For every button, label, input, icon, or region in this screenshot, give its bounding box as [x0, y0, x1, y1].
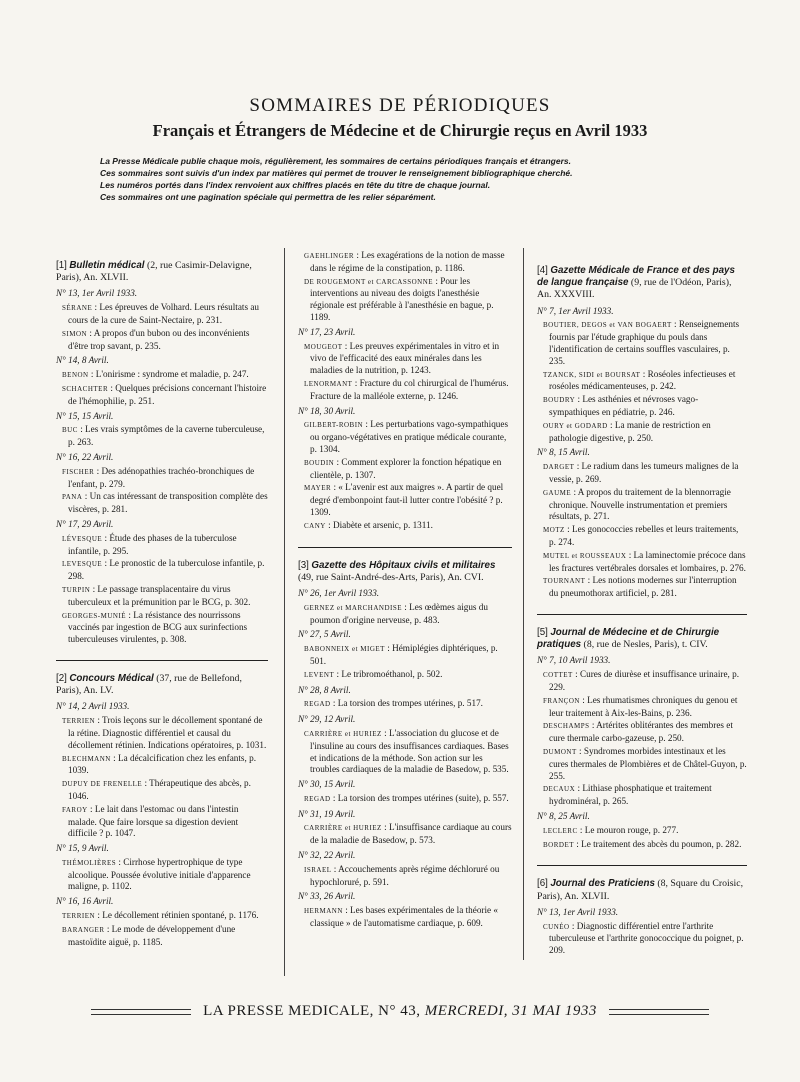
article-title: : Un cas intéressant de transposition complète des viscères, p. 281.: [68, 491, 268, 515]
article-title: : Les preuves expérimentales in vitro et in vivo de l'efficacité des eaux minérales dans les maladies de la nutrition, p. 1243.: [310, 340, 500, 376]
article-author: PANA: [62, 493, 83, 502]
article-entry: [56, 328, 268, 353]
article-title: : Roséoles infectieuses et roséoles médicamenteuses, p. 242.: [549, 368, 736, 392]
article-title: : Le lait dans l'estomac ou dans l'intestin malade. Que faire lorsque sa digestion devient difficile ? p. 1047.: [68, 803, 239, 839]
article-author: BOUTIER, DEGOS et VAN BOGAERT: [543, 321, 672, 330]
issue-label: N° 15, 15 Avril.: [56, 410, 114, 421]
article-title: : Le mode de développement d'une mastoïdite aiguë, p. 1185.: [68, 923, 236, 947]
article-author: TOURNANT: [543, 577, 586, 586]
intro-line: Ces sommaires ont une pagination spéciale qui permettra de les relier séparément.: [100, 192, 436, 202]
article-entry: [537, 550, 747, 575]
issue-label: N° 18, 30 Avril.: [298, 405, 356, 416]
article-entry: [537, 783, 747, 808]
column-2: [298, 250, 512, 936]
journal-number: [5]: [537, 626, 548, 638]
article-title: : Les œdèmes aigus du poumon d'origine nerveuse, p. 483.: [310, 601, 488, 625]
article-title: : Le pronostic de la tuberculose infantile, p. 298.: [68, 558, 265, 582]
article-entry: [56, 424, 268, 449]
article-author: SCHACHTER: [62, 384, 109, 393]
journal-heading: [537, 265, 747, 302]
article-title: : Le tribromoéthanol, p. 502.: [336, 668, 443, 679]
issue-label: N° 15, 9 Avril.: [56, 843, 109, 854]
article-entry: [56, 302, 268, 327]
article-entry: [56, 383, 268, 408]
article-author: DUMONT: [543, 747, 577, 756]
article-entry: [537, 420, 747, 445]
article-author: DESCHAMPS: [543, 722, 590, 731]
article-entry: [298, 378, 512, 403]
article-entry: [537, 695, 747, 720]
article-entry: [537, 461, 747, 486]
article-title: : Les vrais symptômes de la caverne tuberculeuse, p. 263.: [68, 424, 265, 448]
intro-line: La Presse Médicale publie chaque mois, régulièrement, les sommaires de certains périodiques français et étrangers.: [100, 156, 571, 166]
article-entry: [537, 394, 747, 419]
section-separator: [298, 547, 512, 548]
article-entry: [56, 924, 268, 949]
article-author: CUNÉO: [543, 922, 570, 931]
article-entry: [56, 533, 268, 558]
article-author: DE ROUGEMONT et CARCASSONNE: [304, 277, 434, 286]
journal-heading: [537, 627, 747, 651]
journal-details: (2, rue Casimir-Delavigne, Paris), An. XLVII.: [56, 260, 252, 284]
journal-title: Gazette Médicale de France et des pays de langue française: [537, 265, 735, 289]
article-title: : Diagnostic différentiel entre l'arthrite tuberculeuse et l'arthrite gonococcique du poignet, p. 209.: [549, 920, 744, 956]
journal-section: [537, 265, 747, 600]
article-author: THÉMOLIÈRES: [62, 858, 117, 867]
journal-section: [56, 673, 268, 949]
issue-label: N° 14, 2 Avril 1933.: [56, 701, 130, 712]
article-author: BUC: [62, 426, 78, 435]
section-separator: [56, 660, 268, 661]
article-title: : Comment explorer la fonction hépatique en clientèle, p. 1307.: [310, 456, 502, 480]
article-entry: [537, 669, 747, 694]
journal-number: [2]: [56, 672, 67, 684]
article-author: MUTEL et ROUSSEAUX: [543, 551, 627, 560]
issue-label: N° 27, 5 Avril.: [298, 629, 351, 640]
article-entry: [56, 753, 268, 778]
article-title: : La résistance des nourrissons vaccinés par ingestion de BCG aux surinfections tuberculeuses virulentes, p. 308.: [68, 609, 248, 645]
article-entry: [537, 839, 747, 852]
issue-label: N° 7, 1er Avril 1933.: [537, 305, 614, 316]
article-author: GILBERT-ROBIN: [304, 421, 364, 430]
journal-number: [3]: [298, 559, 309, 571]
article-entry: [537, 720, 747, 745]
journal-section: [537, 627, 747, 851]
article-author: GERNEZ et MARCHANDISE: [304, 603, 402, 612]
article-author: MOUGEOT: [304, 342, 343, 351]
article-title: : Les asthénies et névroses vago-sympathiques en pédiatrie, p. 246.: [549, 394, 699, 417]
article-title: : La décalcification chez les enfants, p. 1039.: [68, 752, 256, 776]
journal-section: [56, 260, 268, 646]
journal-details: (9, rue de l'Odéon, Paris), An. XXXVIII.: [537, 277, 732, 301]
intro-block: [100, 155, 720, 203]
article-author: GAEHLINGER: [304, 252, 355, 260]
page-title: SOMMAIRES DE PÉRIODIQUES: [249, 95, 551, 116]
article-author: DUPUY DE FRENELLE: [62, 780, 143, 789]
article-title: : Diabète et arsenic, p. 1311.: [328, 519, 433, 530]
article-entry: [298, 457, 512, 482]
article-title: : Fracture du col chirurgical de l'humérus. Fracture de la malléole externe, p. 1246.: [310, 377, 509, 401]
article-title: : Étude des phases de la tuberculose infantile, p. 295.: [68, 532, 237, 556]
article-entry: [56, 491, 268, 516]
article-entry: [56, 910, 268, 923]
article-entry: [537, 575, 747, 600]
article-author: BARANGER: [62, 925, 105, 934]
column-3: [537, 265, 747, 963]
article-author: BOUDRY: [543, 396, 576, 405]
article-title: : A propos d'un bubon ou des inconvénients d'être trop savant, p. 235.: [68, 327, 250, 351]
article-author: HERMANN: [304, 907, 343, 916]
article-entry: [298, 482, 512, 518]
issue-label: N° 31, 19 Avril.: [298, 808, 356, 819]
article-author: FAROY: [62, 805, 88, 814]
article-author: TZANCK, SIDI et BOURSAT: [543, 370, 641, 379]
issue-label: N° 33, 26 Avril.: [298, 891, 356, 902]
article-author: LENORMANT: [304, 379, 353, 388]
article-author: BOUDIN: [304, 458, 335, 467]
article-entry: [298, 602, 512, 627]
footer-date: MERCREDI, 31 MAI 1933: [424, 1003, 597, 1019]
article-author: CARRIÈRE et HURIEZ: [304, 729, 382, 738]
article-entry: [537, 369, 747, 394]
article-title: : La laminectomie précoce dans les fractures vertébrales dorsales et lombaires, p. 276.: [549, 549, 746, 573]
journal-heading: [537, 878, 747, 902]
article-author: CANY: [304, 521, 326, 530]
article-entry: [537, 319, 747, 367]
article-entry: [537, 487, 747, 523]
journal-details: (8, rue de Nesles, Paris), t. CIV.: [581, 639, 708, 651]
article-author: FRANÇON: [543, 696, 580, 705]
article-author: REGAD: [304, 700, 331, 709]
article-author: LEVENT: [304, 670, 335, 679]
article-title: : Artérites oblitérantes des membres et cure thermale carbo-gazeuse, p. 250.: [549, 720, 733, 744]
issue-label: N° 17, 23 Avril.: [298, 326, 356, 337]
article-author: SIMON: [62, 329, 88, 338]
issue-label: N° 29, 12 Avril.: [298, 714, 356, 725]
article-title: : Pour les interventions au niveau des doigts l'anesthésie régionale est préférable à l'anesthésie en bague, p. 1189.: [310, 275, 494, 322]
article-author: BLECHMANN: [62, 754, 111, 763]
issue-label: N° 16, 16 Avril.: [56, 896, 114, 907]
journal-details: (8, Square du Croisic, Paris), An. XLVII.: [537, 878, 744, 902]
article-title: : Cirrhose hypertrophique de type alcoolique. Poussée évolutive initiale d'apparence maligne, p. 1102.: [68, 856, 251, 892]
article-entry: [537, 825, 747, 838]
article-entry: [298, 341, 512, 377]
issue-label: N° 13, 1er Avril 1933.: [537, 906, 619, 917]
article-entry: [298, 698, 512, 711]
article-title: : L'insuffisance cardiaque au cours de la maladie de Basedow, p. 573.: [310, 822, 512, 846]
article-author: OURY et GODARD: [543, 421, 608, 430]
article-entry: [298, 864, 512, 889]
article-author: BORDET: [543, 840, 574, 849]
journal-title: Gazette des Hôpitaux civils et militaires: [311, 559, 496, 571]
article-author: DARGET: [543, 463, 575, 472]
journal-details: (49, rue Saint-André-des-Arts, Paris), An. CVI.: [298, 571, 484, 583]
article-title: : Renseignements fournis par l'étude graphique du pouls dans l'identification de certains souffles vasculaires, p. 235.: [549, 319, 740, 366]
article-entry: [56, 857, 268, 893]
issue-label: N° 8, 25 Avril.: [537, 810, 590, 821]
journal-section: [537, 878, 747, 957]
article-title: : Cures de diurèse et insuffisance urinaire, p. 229.: [549, 669, 740, 692]
issue-label: N° 8, 15 Avril.: [537, 447, 590, 458]
article-title: : Syndromes morbides intestinaux et les cures thermales de Plombières et de Châtel-Guyon, p. 255.: [549, 745, 747, 781]
article-title: : Le traitement des abcès du poumon, p. 282.: [576, 838, 742, 849]
article-author: LEVESQUE: [62, 560, 103, 569]
article-entry: [537, 524, 747, 549]
journal-section: [298, 250, 512, 533]
article-title: : Trois leçons sur le décollement spontané de la rétine. Diagnostic différentiel et causal du décollement rétinien. Indications opératoires, p. 1031.: [68, 715, 267, 750]
page-subtitle: Français et Étrangers de Médecine et de Chirurgie reçus en Avril 1933: [152, 121, 648, 140]
issue-label: N° 16, 22 Avril.: [56, 451, 114, 462]
article-entry: [56, 715, 268, 751]
issue-label: N° 17, 29 Avril.: [56, 518, 114, 529]
section-separator: [537, 614, 747, 615]
article-entry: [298, 822, 512, 847]
article-author: DECAUX: [543, 785, 576, 794]
journal-details: (37, rue de Bellefond, Paris), An. LV.: [56, 672, 242, 697]
article-title: : La torsion des trompes utérines (suite), p. 557.: [332, 792, 509, 803]
article-entry: [56, 804, 268, 840]
article-entry: [537, 921, 747, 957]
article-entry: [298, 250, 512, 275]
article-entry: [537, 746, 747, 782]
article-entry: [56, 610, 268, 646]
article-title: : La manie de restriction en pathologie digestive, p. 250.: [549, 419, 711, 443]
journal-section: [298, 560, 512, 930]
intro-line: Les numéros portés dans l'index renvoient aux chiffres placés en tête du titre de chaque journal.: [100, 180, 491, 190]
article-entry: [56, 778, 268, 803]
article-author: LÉVESQUE: [62, 534, 103, 543]
issue-label: N° 26, 1er Avril 1933.: [298, 587, 380, 598]
article-author: CARRIÈRE et HURIEZ: [304, 824, 382, 833]
article-author: COTTET: [543, 671, 573, 680]
article-title: : Accouchements après régime déchloruré ou hypochloruré, p. 591.: [310, 863, 500, 887]
article-author: REGAD: [304, 794, 331, 803]
article-title: : Le passage transplacentaire du virus tuberculeux et la prémunition par le BCG, p. 302.: [68, 583, 251, 607]
article-title: : Quelques précisions concernant l'histoire de l'hémophilie, p. 251.: [68, 382, 267, 406]
journal-title: Journal des Praticiens: [550, 878, 655, 890]
footer-rule: [91, 1009, 191, 1015]
article-author: MOTZ: [543, 526, 565, 535]
article-title: : Des adénopathies trachéo-bronchiques de l'enfant, p. 279.: [68, 465, 255, 489]
article-title: : « L'avenir est aux maigres ». A partir de quel degré d'embonpoint faut-il lutter contre l'obésité ? p. 1309.: [310, 482, 504, 517]
article-title: : Les épreuves de Volhard. Leurs résultats au cours de la cure de Saint-Nectaire, p. 231.: [68, 302, 260, 325]
journal-title: Concours Médical: [69, 672, 154, 684]
article-title: : Le mouron rouge, p. 277.: [579, 824, 679, 835]
article-title: : Hémiplégies diphtériques, p. 501.: [310, 643, 498, 666]
article-author: MAYER: [304, 484, 332, 493]
article-author: FISCHER: [62, 467, 95, 476]
section-separator: [537, 865, 747, 866]
article-author: GAUME: [543, 488, 572, 497]
article-title: : Le radium dans les tumeurs malignes de la vessie, p. 269.: [549, 461, 739, 484]
article-title: : Thérapeutique des abcès, p. 1046.: [68, 778, 251, 801]
column-1: [56, 260, 268, 954]
journal-number: [4]: [537, 265, 548, 276]
article-entry: [56, 584, 268, 609]
journal-heading: [56, 673, 268, 697]
journal-number: [1]: [56, 260, 67, 271]
article-title: : Les notions modernes sur l'interruption du pneumothorax artificiel, p. 281.: [549, 575, 737, 599]
article-entry: [298, 643, 512, 668]
article-author: GEORGES-MUNIÉ: [62, 611, 127, 620]
article-entry: [56, 558, 268, 583]
article-title: : Les exagérations de la notion de masse dans le régime de la constipation, p. 1186.: [310, 250, 505, 273]
issue-label: N° 7, 10 Avril 1933.: [537, 655, 611, 666]
journal-heading: [298, 560, 512, 584]
article-author: LECLERC: [543, 826, 578, 835]
article-entry: [298, 520, 512, 533]
journal-title: Bulletin médical: [69, 260, 145, 271]
column-divider: [523, 248, 524, 960]
article-entry: [56, 369, 268, 382]
article-title: : La torsion des trompes utérines, p. 517.: [332, 698, 483, 709]
article-entry: [298, 419, 512, 455]
article-title: : A propos du traitement de la blennorragie chronique. Nouvelle instrumentation et premiers résultats, p. 271.: [549, 486, 731, 522]
article-author: TERRIEN: [62, 912, 96, 921]
issue-label: N° 30, 15 Avril.: [298, 779, 356, 790]
article-title: : Le décollement rétinien spontané, p. 1176.: [97, 910, 259, 921]
article-title: : Les gonococcies rebelles et leurs traitements, p. 274.: [549, 524, 739, 547]
article-author: TERRIEN: [62, 717, 96, 726]
journal-title: Journal de Médecine et de Chirurgie pratiques: [537, 626, 720, 651]
article-entry: [298, 793, 512, 806]
issue-label: N° 13, 1er Avril 1933.: [56, 288, 138, 299]
column-divider: [284, 248, 285, 976]
article-entry: [298, 905, 512, 930]
article-title: : Les perturbations vago-sympathiques ou organo-végétatives en pratique médicale courante, p. 1304.: [310, 419, 509, 454]
article-author: BENON: [62, 371, 89, 380]
article-title: : Lithiase phosphatique et traitement hydrominéral, p. 265.: [549, 783, 712, 807]
article-title: : L'association du glucose et de l'insuline au cours des insuffisances cardiaques. Bases et indications de la méthode. Son action sur les troubles cardiaques de la maladie de Basedow, p. 535.: [310, 727, 509, 775]
issue-label: N° 28, 8 Avril.: [298, 684, 351, 695]
article-author: SÉRANE: [62, 304, 93, 313]
issue-label: N° 32, 22 Avril.: [298, 850, 356, 861]
issue-label: N° 14, 8 Avril.: [56, 355, 109, 366]
footer-text: LA PRESSE MEDICALE, N° 43,: [203, 1003, 421, 1019]
article-title: : Les rhumatismes chroniques du genou et leur traitement à Aix-les-Bains, p. 236.: [549, 694, 738, 718]
article-author: TURPIN: [62, 585, 91, 594]
article-title: : Les bases expérimentales de la théorie « classique » de l'automatisme cardiaque, p. 609.: [310, 905, 498, 929]
page-footer: [0, 1003, 800, 1020]
article-entry: [298, 669, 512, 682]
article-entry: [56, 466, 268, 491]
journal-heading: [56, 260, 268, 284]
article-author: BABONNEIX et MIGET: [304, 645, 385, 654]
footer-rule: [609, 1009, 709, 1015]
article-entry: [298, 276, 512, 324]
article-entry: [298, 728, 512, 776]
journal-number: [6]: [537, 878, 548, 890]
intro-line: Ces sommaires sont suivis d'un index par matières qui permet de trouver le renseignement bibliographique cherché.: [100, 168, 573, 178]
article-author: ISRAEL: [304, 865, 332, 874]
article-title: : L'onirisme : syndrome et maladie, p. 247.: [90, 369, 249, 380]
